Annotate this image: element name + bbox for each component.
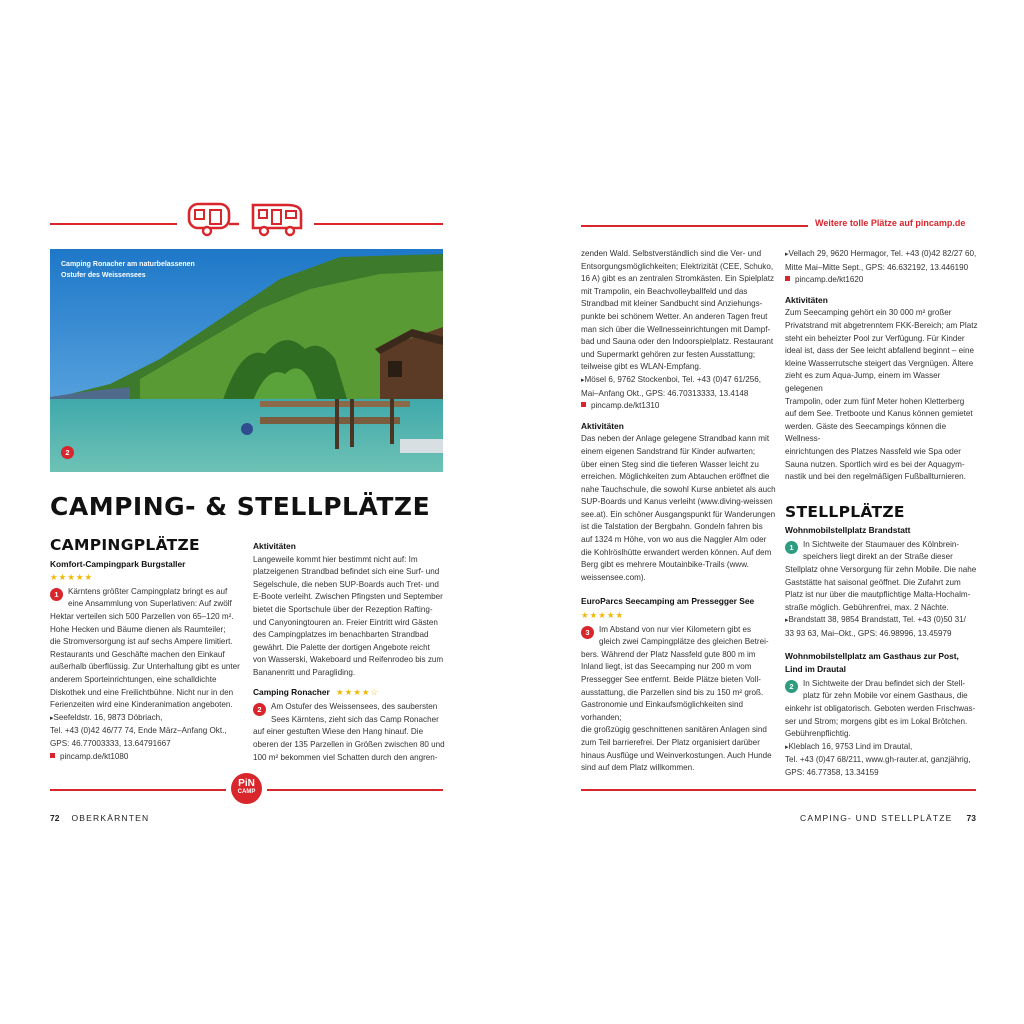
- site-number-badge: 2: [785, 680, 798, 693]
- site-link[interactable]: pincamp.de/kt1310: [581, 400, 777, 413]
- more-sites-link[interactable]: Weitere tolle Plätze auf pincamp.de: [815, 218, 966, 228]
- site-name: Wohnmobilstellplatz Brandstatt: [785, 525, 911, 536]
- site-link[interactable]: pincamp.de/kt1080: [50, 751, 245, 764]
- caravan-icon: [185, 199, 243, 244]
- site-description: 1 Kärntens größter Campingplatz bringt es auf eine Ansammlung von Superlativen: Auf zwölf Hektar verteilen sich 500 Parzellen von 65–120 m². Hohe Hecken und Bäume dienen als Raumteiler; die Stromversorgung ist auf sechs Ampere limitiert. Restaurants und Geschäfte machen den Einkauf außerhalb überflüssig. Zur Unterhaltung gibt es unter anderem Sporteinrichtungen, eine schalldichte Diskothek und eine Freilichtbühne. Nicht nur in den Ferienzeiten wird eine Kinderanimation angeboten.: [50, 586, 240, 710]
- site-number-badge: 1: [785, 541, 798, 554]
- address-phone: Tel. +43 (0)47 68/211, www.gh-rauter.at, ganzjährig,: [785, 755, 971, 765]
- site-number-badge: 2: [253, 703, 266, 716]
- site-name: Wohnmobilstellplatz am Gasthaus zur Post,: [785, 650, 959, 661]
- address: ▸ Brandstatt 38, 9854 Brandstatt, Tel. +43 (0)50 31/: [785, 614, 980, 628]
- footer-rule-left-a: [50, 789, 226, 791]
- address-gps: Mitte Mai–Mitte Sept., GPS: 46.632192, 13.446190: [785, 262, 969, 272]
- pincamp-logo: PiN CAMP: [231, 773, 262, 804]
- column-4: ▸ Vellach 29, 9620 Hermagor, Tel. +43 (0)42 82/27 60, Mitte Mai–Mitte Sept., GPS: 46.632192, 13.446190 pincamp.de/kt1620 Aktivitäten Zum Seecamping gehört ein 30 000 m² großer Privatstrand mit abgetrenntem FKK-Bereich; am Platz steht ein beheizter Pool zur Verfügung. Für Kinder ideal ist, dass der See leicht abfallend beginnt – eine kleine Wasserrutsche steigert das Vergnügen. Ältere zieht es zum Aqua-Jump, einem im Wasser gelegenen Trampolin, oder zum fünf Meter hohen Kletterberg auf dem See. Tretboote und Kanus können gemietet werden. Gäste des Seecampings können die Wellness- einrichtungen des Platzes Nassfeld wie Spa oder Sauna nutzen. Sportlich wird es bei der Aquagym- nastik und bei den regelmäßigen Fußballturnieren. STELLPLÄTZE Wohnmobilstellplatz Brandstatt 1 In Sichtweite der Staumauer des Kölnbrein- speichers liegt direkt an der Straße dieser Stellplatz ohne Versorgung für zehn Mobile. Die nahe Gaststätte hat saisonal geöffnet. Die Zufahrt zum Platz ist nur über die mautpflichtige Malta-Hochalm- straße möglich. Gebührenfrei, max. 2 Nächte. ▸ Brandstatt 38, 9854 Brandstatt, Tel. +43 (0)50 31/ 33 93 63, Mai–Okt., GPS: 46.98996, 13.45979 Wohnmobilstellplatz am Gasthaus zur Post, Lind im Drautal 2 In Sichtweite der Drau befindet sich der Stell- platz für zehn Mobile vor einem Gasthaus, die einkehr ist obligatorisch. Geboten werden Frischwas- ser und Strom; morgens gibt es im Lokal Brötchen. Gebührenpflichtig. ▸ Kleblach 16, 9753 Lind im Drautal, Tel. +43 (0)47 68/211, www.gh-rauter.at, ganzjährig, GPS: 46.77358, 13.34159: [785, 248, 980, 780]
- site-name: EuroParcs Seecamping am Pressegger See: [581, 596, 755, 607]
- activities-heading: Aktivitäten: [253, 541, 296, 551]
- section-heading-campingplaetze: CAMPINGPLÄTZE: [50, 536, 200, 554]
- column-1: [50, 536, 245, 763]
- section-heading-stellplaetze: STELLPLÄTZE: [785, 502, 905, 521]
- star-rating: ★★★★★: [50, 572, 94, 583]
- camper-van-icon: [249, 199, 307, 244]
- activities-heading: Aktivitäten: [785, 294, 828, 305]
- address: ▸ Vellach 29, 9620 Hermagor, Tel. +43 (0)42 82/27 60,: [785, 248, 980, 262]
- column-2: Aktivitäten Langeweile kommt hier bestimmt nicht auf: Im platzeigenen Strandbad befindet sich eine Surf- und Segelschule, die neben SUP-Boards auch Tret- und E-Boote verleiht. Zwischen Pfingsten und September bietet die Sportschule über der Rezeption Rafting- und Canyoningtouren an. Freier Eintritt wird Gästen des Campingplatzes im benachbarten Strandbad gewährt. Die Palette der dortigen Angebote reicht von Wasserski, Wakeboard und Reifenrodeo bis zum Bananenritt und Paragliding. Camping Ronacher ★★★★☆ 2 Am Ostufer des Weissensees, des saubersten Sees Kärntens, zieht sich das Camp Ronacher auf einer gestuften Wiese den Hang hinauf. Die oberen der 135 Parzellen in Größen zwischen 80 und 100 m² bekommen viel Schatten durch den angren-: [253, 540, 445, 764]
- site-number-badge: 1: [50, 588, 63, 601]
- lake-photo: [50, 249, 443, 472]
- footer-left: [50, 813, 149, 823]
- running-head: CAMPING- UND STELLPLÄTZE: [799, 813, 953, 823]
- column-3: zenden Wald. Selbstverständlich sind die Ver- und Entsorgungsmöglichkeiten; Elektrizität (CEE, Schuko, 16 A) gibt es an zentralen Stromkästen. Ein Spielplatz mit Trampolin, ein Beachvolleyballfeld und das Strandbad mit kleiner Sandbucht sind Anziehungs- punkte bei schönem Wetter. An anderen Tagen freut man sich über die Wellnesseinrichtungen mit Dampf- bad und Sauna oder den Indoorspielplatz. Restaurant und Supermarkt gehören zur festen Ausstattung; teilweise gibt es WLAN-Empfang. ▸ Mösel 6, 9762 Stockenboi, Tel. +43 (0)47 61/256, Mai–Anfang Okt., GPS: 46.70313333, 13.4148 pincamp.de/kt1310 Aktivitäten Das neben der Anlage gelegene Strandbad kann mit einem eigenen Sandstrand für Kinder aufwarten; über einen Steg sind die tieferen Wasser leicht zu erreichen. Möglichkeiten zum Abtauchen eröffnet die nahe Tauchschule, die sowohl Kurse anbietet als auch SUP-Boards und Kanus verleiht (www.diving-weissen see.at). Ein schöner Ausgangspunkt für Wanderungen ist die Talstation der Bergbahn. Gondeln fahren bis auf 1324 m Höhe, von wo aus die Naggler Alm oder die Kohlröslhütte erwandert werden können. Auf dem Berg gibt es mehrere Moutainbike-Trails (www. weissensee.com). EuroParcs Seecamping am Pressegger See ★★★★★ 3 Im Abstand von nur vier Kilometern gibt es gleich zwei Campingplätze des gleichen Betrei- bers. Während der Platz Nassfeld gute 800 m im Inland liegt, ist das Seecamping nur 200 m vom Pressegger See entfernt. Beide Plätze bieten Voll- ausstattung, die Parzellen sind bis zu 150 m² groß. Gastronomie und Einkaufsmöglichkeiten sind vorhanden; die großzügig geschnittenen sanitären Anlagen sind zum Teil barrierefrei. Der Platz organisiert darüber hinaus Ausflüge und Weinverkostungen. Auch Hunde sind auf dem Platz willkommen.: [581, 248, 777, 775]
- activities-heading: Aktivitäten: [581, 420, 624, 431]
- footer-rule-left-b: [267, 789, 443, 791]
- address-gps: GPS: 46.77358, 13.34159: [785, 767, 879, 777]
- site-description: 3 Im Abstand von nur vier Kilometern gibt es gleich zwei Campingplätze des gleichen Betrei- bers. Während der Platz Nassfeld gute 800 m im Inland liegt, ist das Seecamping nur 200 m vom Pressegger See entfernt. Beide Plätze bieten Voll- ausstattung, die Parzellen sind bis zu 150 m² groß. Gastronomie und Einkaufsmöglichkeiten sind vorhanden; die großzügig geschnittenen sanitären Anlagen sind zum Teil barrierefrei. Der Platz organisiert darüber hinaus Ausflüge und Weinverkostungen. Auch Hunde sind auf dem Platz willkommen.: [581, 624, 772, 773]
- site-description: 2 Am Ostufer des Weissensees, des saubersten Sees Kärntens, zieht sich das Camp Ronacher auf einer gestuften Wiese den Hang hinauf. Die oberen der 135 Parzellen in Größen zwischen 80 und 100 m² bekommen viel Schatten durch den angren-: [253, 702, 445, 762]
- site-name-line2: Lind im Drautal: [785, 664, 846, 675]
- site-description: 1 In Sichtweite der Staumauer des Kölnbrein- speichers liegt direkt an der Straße dieser Stellplatz ohne Versorgung für zehn Mobile. Die nahe Gaststätte hat saisonal geöffnet. Die Zufahrt zum Platz ist nur über die mautpflichtige Malta-Hochalm- straße möglich. Gebührenfrei, max. 2 Nächte.: [785, 539, 977, 612]
- site-link[interactable]: pincamp.de/kt1620: [785, 274, 980, 287]
- address-gps: Mai–Anfang Okt., GPS: 46.70313333, 13.4148: [581, 388, 749, 398]
- footer-right: [700, 813, 976, 823]
- star-rating: ★★★★★: [581, 610, 625, 621]
- star-rating: ★★★★☆: [336, 686, 380, 697]
- page-number: 72: [50, 813, 60, 823]
- photo-number-badge: 2: [61, 446, 74, 459]
- footer-rule-right: [581, 789, 976, 791]
- site-description: 2 In Sichtweite der Drau befindet sich der Stell- platz für zehn Mobile vor einem Gasthaus, die einkehr ist obligatorisch. Geboten werden Frischwas- ser und Strom; morgens gibt es im Lokal Brötchen. Gebührenpflichtig.: [785, 678, 976, 739]
- site-name: Camping Ronacher: [253, 686, 330, 697]
- site-number-badge: 3: [581, 626, 594, 639]
- header-rule-left-b: [314, 223, 443, 225]
- address-gps: 33 93 63, Mai–Okt., GPS: 46.98996, 13.45979: [785, 629, 952, 639]
- header-rule-left-a: [50, 223, 177, 225]
- photo-caption: Camping Ronacher am naturbelassenen Ostufer des Weissensees: [61, 261, 195, 279]
- address-phone: Tel. +43 (0)42 46/77 74, Ende März–Anfang Okt.,: [50, 726, 227, 736]
- page-title: CAMPING- & STELLPLÄTZE: [50, 492, 431, 521]
- address: ▸ Mösel 6, 9762 Stockenboi, Tel. +43 (0)47 61/256,: [581, 374, 777, 388]
- address: ▸ Seefeldstr. 16, 9873 Döbriach,: [50, 712, 245, 726]
- running-head: OBERKÄRNTEN: [71, 813, 150, 823]
- page-number: 73: [966, 813, 976, 823]
- site-title-row: [253, 686, 445, 700]
- site-name: Komfort-Campingpark Burgstaller: [50, 558, 186, 569]
- header-rule-right: [581, 225, 808, 227]
- address: ▸ Kleblach 16, 9753 Lind im Drautal,: [785, 741, 980, 755]
- address-gps: GPS: 46.77003333, 13.64791667: [50, 738, 171, 748]
